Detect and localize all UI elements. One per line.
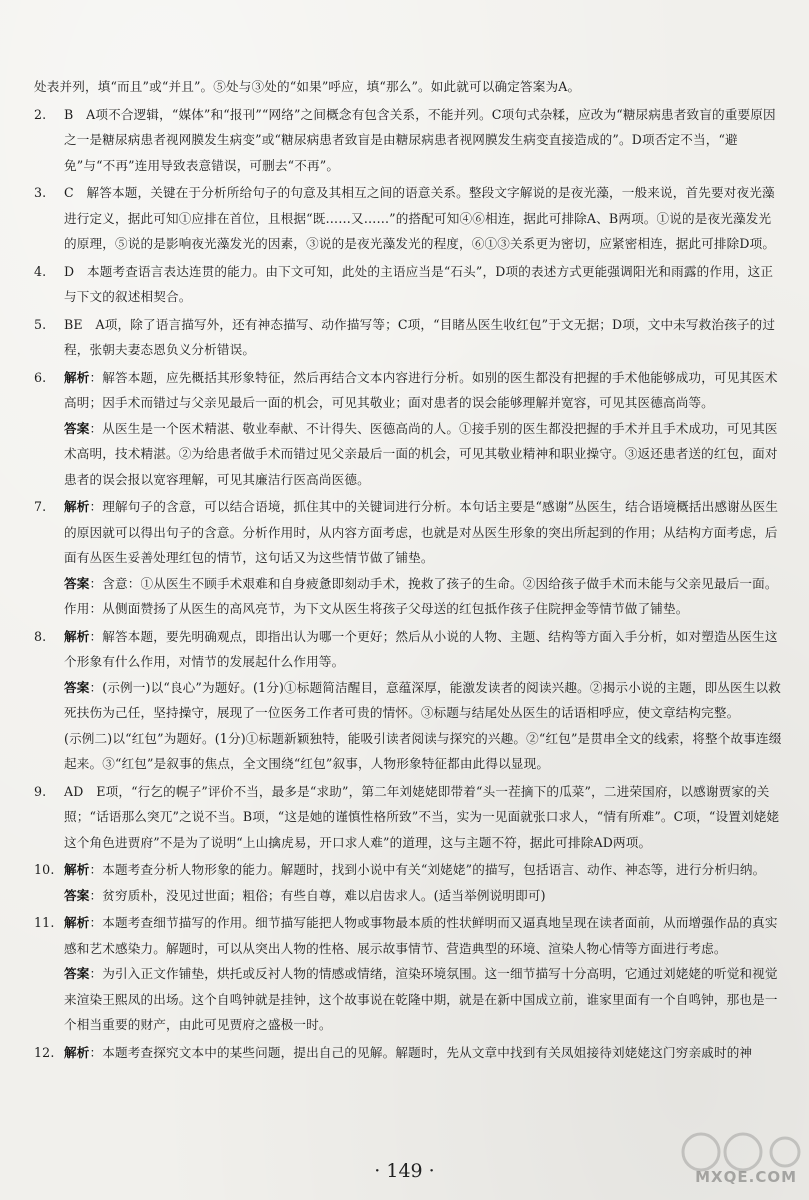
- watermark-text: MXQE.COM: [695, 1168, 797, 1186]
- question-2: [34, 102, 782, 179]
- analysis: 解析：解答本题，要先明确观点，即指出认为哪一个更好；然后从小说的人物、主题、结构等方面入手分析，如对塑造丛医生这个形象有什么作用，对情节的发展起什么作用等。: [64, 628, 778, 669]
- question-number: 8.: [34, 628, 47, 644]
- question-number: 4.: [34, 263, 47, 279]
- answer-text: 为引入正文作铺垫，烘托或反衬人物的情感或情绪，渲染环境氛围。这一细节描写十分高明，它通过刘姥姥的听觉和视觉来渲染王熙凤的出场。这个自鸣钟就是挂钟，这个故事说在乾隆中期，就是在新中国成立前，谁家里面有一个自鸣钟，那也是一个相当重要的财产，由此可见贾府之盛极一时。: [64, 966, 778, 1032]
- question-text: D 本题考查语言表达连贯的能力。由下文可知，此处的主语应当是“石头”，D项的表述方式更能强调阳光和雨露的作用，这正与下文的叙述相契合。: [64, 263, 774, 304]
- question-text: BE A项，除了语言描写外，还有神态描写、动作描写等；C项，“目睹丛医生收红包”于文无据；D项，文中未写救治孩子的过程，张朝夫妻态恩负义分析错误。: [64, 316, 776, 357]
- question-number: 9.: [34, 783, 47, 799]
- answer-label: 答案: [64, 420, 90, 436]
- answer: 答案：贫穷质朴，没见过世面；粗俗；有些自尊，难以启齿求人。(适当举例说明即可): [64, 887, 546, 903]
- answer: 答案：(示例一)以“良心”为题好。(1分)①标题简洁醒目，意蕴深厚，能激发读者的阅读兴趣。②揭示小说的主题，即丛医生以救死扶伤为己任，坚持操守，展现了一位医务工作者可贵的情怀。③标题与结尾处丛医生的话语相呼应，使文章结构完整。: [64, 679, 782, 720]
- lead-text: 处表并列，填“而且”或“并且”。⑤处与③处的“如果”呼应，填“那么”。如此就可以确定答案为A。: [34, 79, 581, 94]
- question-8: [34, 624, 782, 777]
- question-9: [34, 779, 782, 856]
- question-number: 2.: [34, 106, 47, 122]
- answer-label: 答案: [64, 575, 90, 591]
- analysis-text: 本题考查分析人物形象的能力。解题时，找到小说中有关“刘姥姥”的描写，包括语言、动作、神态等，进行分析归纳。: [102, 862, 766, 877]
- answer: 答案：为引入正文作铺垫，烘托或反衬人物的情感或情绪，渲染环境氛围。这一细节描写十分高明，它通过刘姥姥的听觉和视觉来渲染王熙凤的出场。这个自鸣钟就是挂钟，这个故事说在乾隆中期，就是在新中国成立前，谁家里面有一个自鸣钟，那也是一个相当重要的财产，由此可见贾府之盛极一时。: [64, 966, 778, 1032]
- question-6: [34, 365, 782, 493]
- question-body: [64, 857, 782, 908]
- answer: 答案：从医生是一个医术精湛、敬业奉献、不计得失、医德高尚的人。①接手别的医生都没把握的手术并且手术成功，可见其医术高明，技术精湛。②为给患者做手术而错过见父亲最后一面的机会，可见其敬业精神和职业操守。③返还患者送的红包，面对患者的误会报以宽容理解，可见其廉洁行医高尚医德。: [64, 420, 778, 487]
- question-text: B A项不合逻辑，“媒体”和“报刊”“网络”之间概念有包含关系，不能并列。C项句式杂糅，应改为“糖尿病患者致盲的重要原因之一是糖尿病患者视网膜发生病变”或“糖尿病患者致盲是由糖尿病患者视网膜发生病变直接造成的”。D项否定不当，“避免”与“不再”连用导致表意错误，可删去“不再”。: [64, 106, 776, 173]
- analysis-label: 解析: [64, 915, 90, 930]
- analysis-text: 解答本题，应先概括其形象特征，然后再结合文本内容进行分析。如别的医生都没有把握的手术他能够成功，可见其医术高明；因手术而错过与父亲见最后一面的机会，可见其敬业；面对患者的误会能够理解并宽容，可见其医德高尚等。: [64, 369, 778, 410]
- question-body: [64, 1040, 782, 1066]
- question-number: 6.: [34, 369, 47, 385]
- analysis-label: 解析: [64, 369, 90, 385]
- question-number: 12.: [34, 1044, 55, 1060]
- analysis: 解析：本题考查细节描写的作用。细节描写能把人物或事物最本质的性状鲜明而又逼真地呈现在读者面前，从而增强作品的真实感和艺术感染力。解题时，可以从突出人物的性格、展示故事情节、营造典型的环境、渲染人物心情等方面进行考虑。: [64, 915, 778, 956]
- question-body: [64, 365, 782, 493]
- question-body: [64, 910, 782, 1038]
- analysis-text: 本题考查细节描写的作用。细节描写能把人物或事物最本质的性状鲜明而又逼真地呈现在读者面前，从而增强作品的真实感和艺术感染力。解题时，可以从突出人物的性格、展示故事情节、营造典型的环境、渲染人物心情等方面进行考虑。: [64, 915, 778, 956]
- page-number: · 149 ·: [374, 1160, 435, 1182]
- question-body: [64, 494, 782, 622]
- analysis: 解析：解答本题，应先概括其形象特征，然后再结合文本内容进行分析。如别的医生都没有把握的手术他能够成功，可见其医术高明；因手术而错过与父亲见最后一面的机会，可见其敬业；面对患者的误会能够理解并宽容，可见其医德高尚等。: [64, 369, 778, 410]
- question-5: [34, 312, 782, 363]
- answer-text: (示例二)以“红包”为题好。(1分)①标题新颖独特，能吸引读者阅读与探究的兴趣。②“红包”是贯串全文的线索，将整个故事连缀起来。③“红包”是叙事的焦点，全文围绕“红包”叙事，人物形象特征都由此得以显现。: [64, 730, 782, 771]
- lead-paragraph: [34, 74, 782, 100]
- question-number: 3.: [34, 185, 47, 200]
- question-7: [34, 494, 782, 622]
- analysis-label: 解析: [64, 499, 90, 514]
- answer-label: 答案: [64, 887, 90, 903]
- question-number: 10.: [34, 862, 55, 877]
- answer-text: (示例一)以“良心”为题好。(1分)①标题简洁醒目，意蕴深厚，能激发读者的阅读兴趣。②揭示小说的主题，即丛医生以救死扶伤为己任，坚持操守，展现了一位医务工作者可贵的情怀。③标题与结尾处丛医生的话语相呼应，使文章结构完整。: [64, 679, 782, 720]
- question-text: AD E项，“行乞的幌子”评价不当，最多是“求助”，第二年刘姥姥即带着“头一茬摘下的瓜菜”，二进荣国府，以感谢贾家的关照；“话语那么突兀”之说不当。B项，“这是她的谨慎性格所致”不当，实为一见面就张口求人，“情有所难”。C项，“设置刘姥姥这个角色进贾府”不是为了说明“上山擒虎易，开口求人难”的道理，这与主题不符，据此可排除AD两项。: [64, 783, 780, 850]
- analysis-label: 解析: [64, 628, 90, 644]
- answer-label: 答案: [64, 679, 90, 695]
- analysis: 解析：本题考查探究文本中的某些问题，提出自己的见解。解题时，先从文章中找到有关凤姐接待刘姥姥这门穷亲戚时的神: [64, 1044, 753, 1060]
- question-number: 11.: [34, 915, 55, 930]
- question-number: 7.: [34, 499, 47, 514]
- analysis-label: 解析: [64, 862, 90, 877]
- question-10: [34, 857, 782, 908]
- answer-example-2: [64, 726, 782, 777]
- analysis: 解析：理解句子的含意，可以结合语境，抓住其中的关键词进行分析。本句话主要是“感谢”丛医生，结合语境概括出感谢丛医生的原因就可以得出句子的含意。分析作用时，从内容方面考虑，也就是对丛医生形象的突出所起到的作用；从结构方面考虑，后面有丛医生妥善处理红包的情节，这句话又为这些情节做了铺垫。: [64, 499, 779, 565]
- analysis-label: 解析: [64, 1044, 90, 1060]
- answer-text: 贫穷质朴，没见过世面；粗俗；有些自尊，难以启齿求人。(适当举例说明即可): [102, 887, 546, 903]
- question-number: 5.: [34, 316, 47, 332]
- question-11: [34, 910, 782, 1038]
- question-text: C 解答本题，关键在于分析所给句子的句意及其相互之间的语意关系。整段文字解说的是夜光藻，一般来说，首先要对夜光藻进行定义，据此可知①应排在首位，且根据“既……又……”的搭配可知④⑥相连，据此可排除A、B两项。①说的是夜光藻发光的原理，⑤说的是影响夜光藻发光的因素，③说的是夜光藻发光的程度，⑥①③关系更为密切，应紧密相连，据此可排除D项。: [64, 185, 776, 251]
- answer-label: 答案: [64, 966, 90, 981]
- analysis-text: 解答本题，要先明确观点，即指出认为哪一个更好；然后从小说的人物、主题、结构等方面入手分析，如对塑造丛医生这个形象有什么作用，对情节的发展起什么作用等。: [64, 628, 778, 669]
- question-3: [34, 180, 782, 257]
- question-12: [34, 1040, 782, 1066]
- analysis-text: 理解句子的含意，可以结合语境，抓住其中的关键词进行分析。本句话主要是“感谢”丛医生，结合语境概括出感谢丛医生的原因就可以得出句子的含意。分析作用时，从内容方面考虑，也就是对丛医生形象的突出所起到的作用；从结构方面考虑，后面有丛医生妥善处理红包的情节，这句话又为这些情节做了铺垫。: [64, 499, 779, 565]
- answer-text: 含意：①从医生不顾手术艰难和自身疲惫即刻动手术，挽救了孩子的生命。②因给孩子做手术而未能与父亲见最后一面。作用：从侧面赞扬了从医生的高风亮节，为下文从医生将孩子父母送的红包抵作孩子住院押金等情节做了铺垫。: [64, 575, 778, 616]
- analysis-text: 本题考查探究文本中的某些问题，提出自己的见解。解题时，先从文章中找到有关凤姐接待刘姥姥这门穷亲戚时的神: [102, 1044, 753, 1060]
- answer-text: 从医生是一个医术精湛、敬业奉献、不计得失、医德高尚的人。①接手别的医生都没把握的手术并且手术成功，可见其医术高明，技术精湛。②为给患者做手术而错过见父亲最后一面的机会，可见其敬业精神和职业操守。③返还患者送的红包，面对患者的误会报以宽容理解，可见其廉洁行医高尚医德。: [64, 420, 778, 487]
- analysis: 解析：本题考查分析人物形象的能力。解题时，找到小说中有关“刘姥姥”的描写，包括语言、动作、神态等，进行分析归纳。: [64, 862, 766, 877]
- answer-content: [34, 74, 782, 1067]
- question-body: [64, 624, 782, 777]
- answer: 答案：含意：①从医生不顾手术艰难和自身疲惫即刻动手术，挽救了孩子的生命。②因给孩子做手术而未能与父亲见最后一面。作用：从侧面赞扬了从医生的高风亮节，为下文从医生将孩子父母送的红包抵作孩子住院押金等情节做了铺垫。: [64, 575, 778, 616]
- question-4: [34, 259, 782, 310]
